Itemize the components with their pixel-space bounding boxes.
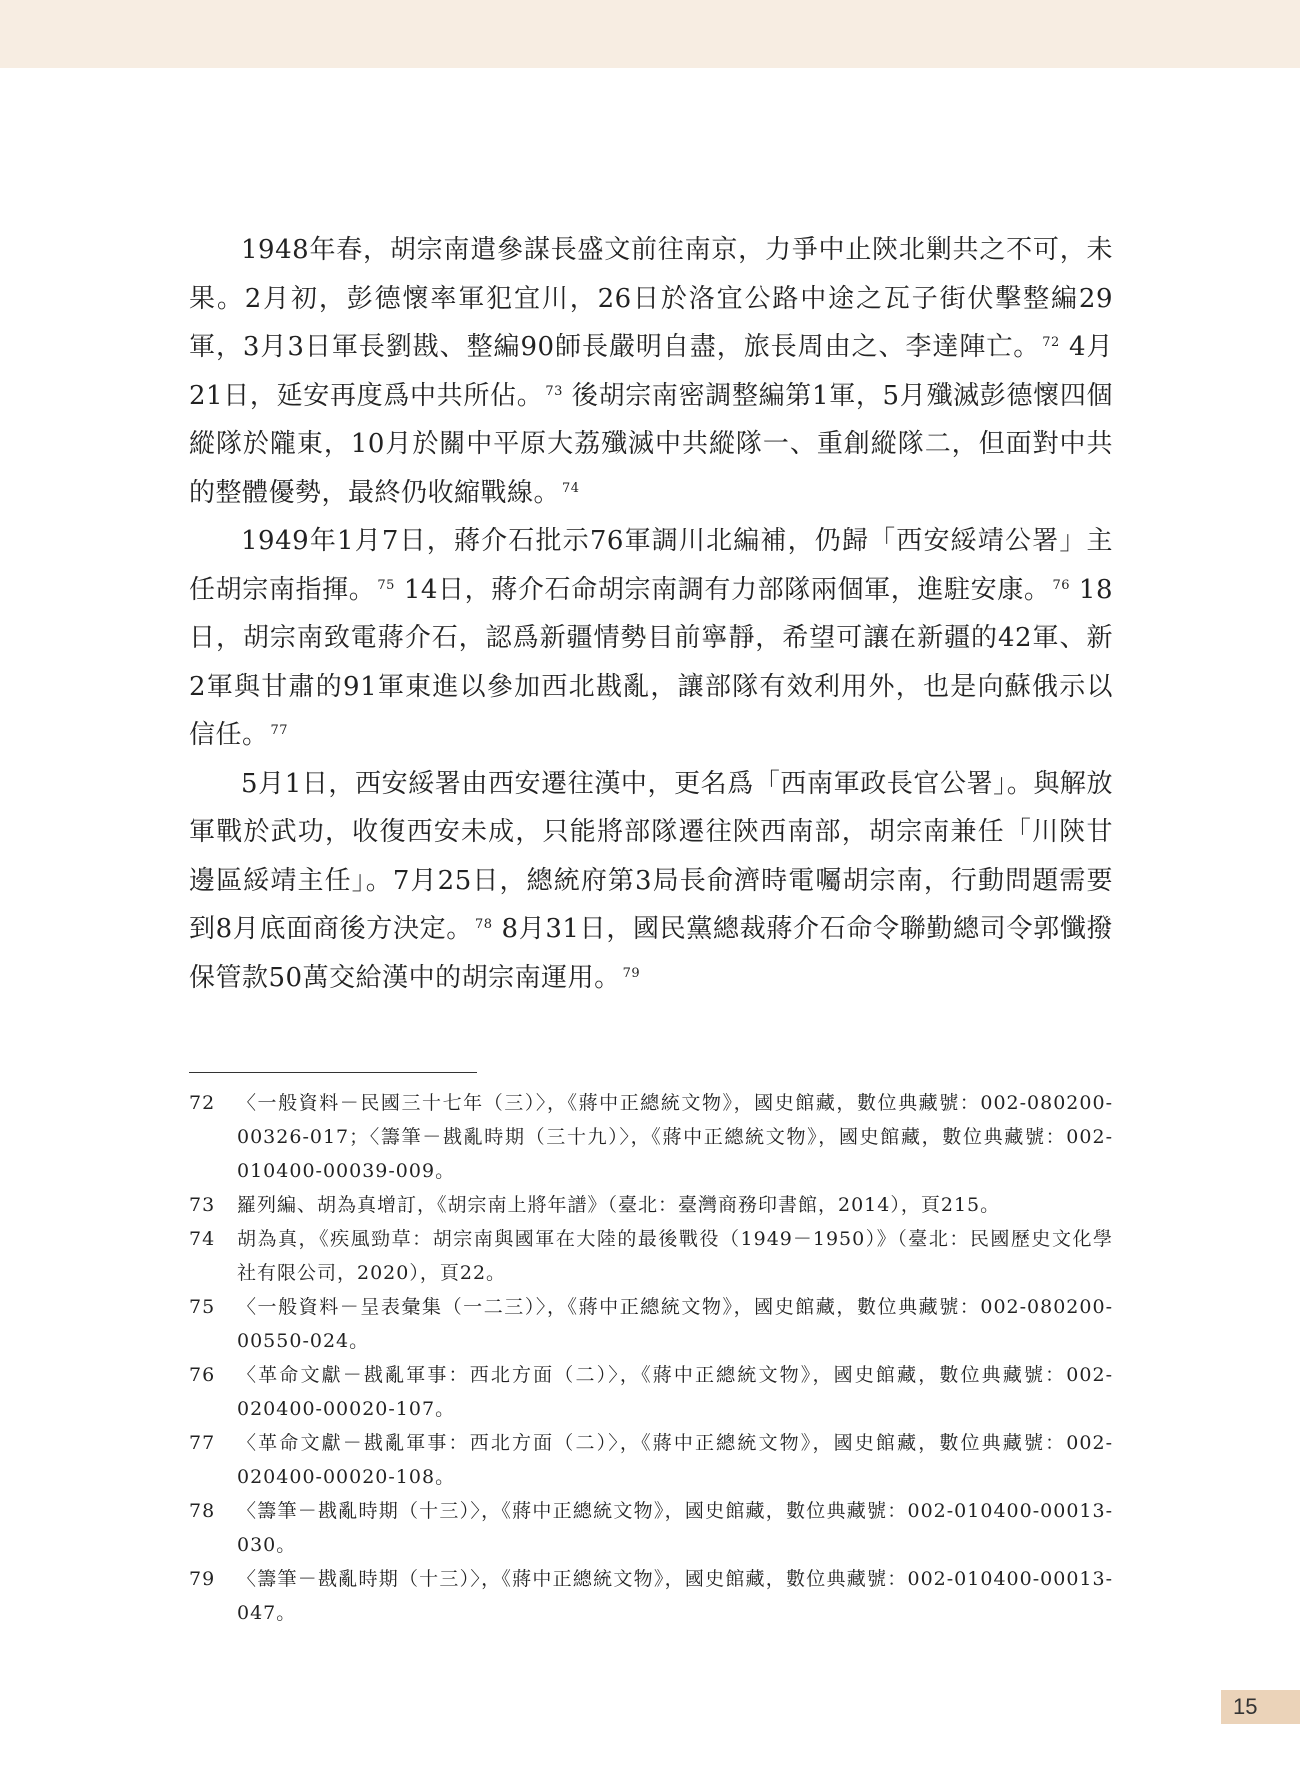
footnote <box>189 1290 1113 1358</box>
footnote <box>189 1358 1113 1426</box>
footnote <box>189 1086 1113 1188</box>
footnote-divider <box>189 1072 477 1073</box>
paragraph-text: 18日，胡宗南致電蔣介石，認爲新疆情勢目前寧靜，希望可讓在新疆的42軍、新2軍與甘肅的91軍東進以參加西北戡亂，讓部隊有效利用外，也是向蘇俄示以信任。 <box>189 574 1114 750</box>
page-number: 15 <box>1221 1690 1300 1724</box>
paragraph-3 <box>189 760 1113 1003</box>
footnote <box>189 1188 1113 1222</box>
footnote-text: 〈革命文獻－戡亂軍事：西北方面（二）〉，《蔣中正總統文物》，國史館藏，數位典藏號：002-020400-00020-107。 <box>237 1364 1113 1420</box>
footnote-ref[interactable]: 75 <box>377 577 395 593</box>
footnote <box>189 1426 1113 1494</box>
footnote-number: 74 <box>189 1228 216 1250</box>
footnote <box>189 1562 1113 1630</box>
footnote-text: 〈籌筆－戡亂時期（十三）〉，《蔣中正總統文物》，國史館藏，數位典藏號：002-010400-00013-047。 <box>237 1568 1113 1624</box>
footnote-text: 〈一般資料－民國三十七年（三）〉，《蔣中正總統文物》，國史館藏，數位典藏號：002-080200-00326-017；〈籌筆－戡亂時期（三十九）〉，《蔣中正總統文物》，國史館藏，數位典藏號：002-010400-00039-009。 <box>237 1092 1113 1182</box>
paragraph-text: 後胡宗南密調整編第1軍，5月殲滅彭德懷四個縱隊於隴東，10月於關中平原大荔殲滅中共縱隊一、重創縱隊二，但面對中共的整體優勢，最終仍收縮戰線。 <box>189 380 1114 508</box>
footnote-ref[interactable]: 76 <box>1052 577 1071 593</box>
footnote-ref[interactable]: 72 <box>1042 335 1060 350</box>
footnote-number: 72 <box>189 1092 216 1114</box>
footnote-text: 〈革命文獻－戡亂軍事：西北方面（二）〉，《蔣中正總統文物》，國史館藏，數位典藏號：002-020400-00020-108。 <box>237 1432 1113 1488</box>
footnote-ref[interactable]: 77 <box>270 723 289 738</box>
body-text <box>189 226 1113 1002</box>
footnote-ref[interactable]: 74 <box>562 480 580 496</box>
footnote-number: 76 <box>189 1364 216 1386</box>
footnote-number: 77 <box>189 1432 216 1454</box>
footnote <box>189 1494 1113 1562</box>
footnote <box>189 1222 1113 1290</box>
footnote-number: 75 <box>189 1296 216 1318</box>
paragraph-2 <box>189 517 1113 760</box>
footnote-number: 78 <box>189 1500 216 1522</box>
paragraph-text: 5月1日，西安綏署由西安遷往漢中，更名爲「西南軍政長官公署」。與解放軍戰於武功，收復西安未成，只能將部隊遷往陝西南部，胡宗南兼任「川陝甘邊區綏靖主任」。7月25日，總統府第3局長俞濟時電囑胡宗南，行動問題需要到8月底面商後方決定。 <box>189 768 1113 944</box>
footnote-ref[interactable]: 78 <box>474 917 493 932</box>
paragraph-text: 1948年春，胡宗南遣參謀長盛文前往南京，力爭中止陝北剿共之不可，未果。2月初，彭德懷率軍犯宜川，26日於洛宜公路中途之瓦子街伏擊整編29軍，3月3日軍長劉戡、整編90師長嚴明自盡，旅長周由之、李達陣亡。 <box>189 235 1113 362</box>
footnote-number: 79 <box>189 1568 216 1590</box>
footnote-text: 〈一般資料－呈表彙集（一二三）〉，《蔣中正總統文物》，國史館藏，數位典藏號：002-080200-00550-024。 <box>237 1296 1113 1352</box>
footnote-number: 73 <box>189 1194 216 1216</box>
footnote-ref[interactable]: 79 <box>622 965 641 981</box>
paragraph-text: 14日，蔣介石命胡宗南調有力部隊兩個軍，進駐安康。 <box>403 574 1051 605</box>
paragraph-1 <box>189 226 1113 517</box>
paragraph-text: 1949年1月7日，蔣介石批示76軍調川北編補，仍歸「西安綏靖公署」主任胡宗南指揮。 <box>189 526 1113 605</box>
paragraph-text: 8月31日，國民黨總裁蔣介石命令聯勤總司令郭懺撥保管款50萬交給漢中的胡宗南運用。 <box>189 914 1113 993</box>
header-band <box>0 0 1300 68</box>
footnote-text: 胡為真，《疾風勁草：胡宗南與國軍在大陸的最後戰役（1949－1950）》（臺北：民國歷史文化學社有限公司，2020），頁22。 <box>237 1228 1113 1284</box>
footnotes <box>189 1086 1113 1630</box>
footnote-text: 羅列編、胡為真增訂，《胡宗南上將年譜》（臺北：臺灣商務印書館，2014），頁215。 <box>237 1194 1001 1216</box>
footnote-ref[interactable]: 73 <box>545 383 563 399</box>
footnote-text: 〈籌筆－戡亂時期（十三）〉，《蔣中正總統文物》，國史館藏，數位典藏號：002-010400-00013-030。 <box>237 1500 1113 1556</box>
paragraph-text: 4月21日，延安再度爲中共所佔。 <box>189 332 1114 411</box>
